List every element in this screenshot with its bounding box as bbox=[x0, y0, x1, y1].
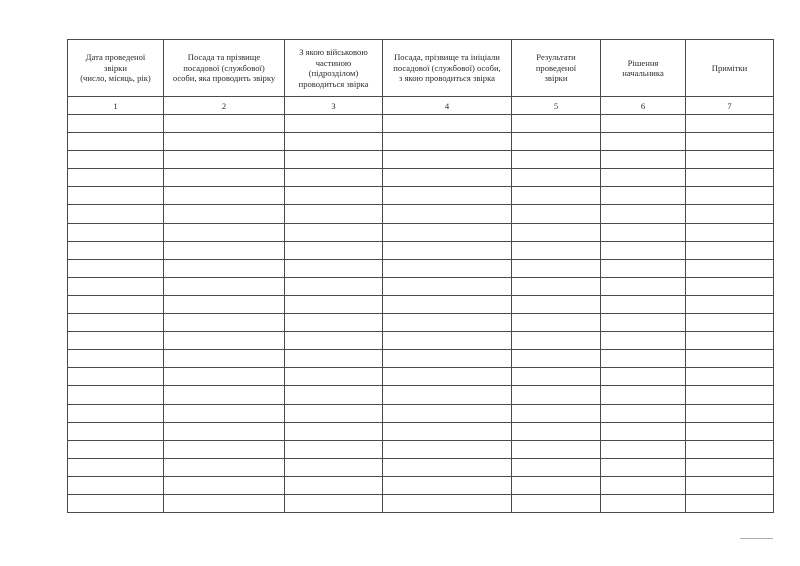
column-number: 6 bbox=[601, 97, 686, 115]
table-cell bbox=[68, 458, 164, 476]
table-row bbox=[68, 494, 774, 512]
table-cell bbox=[512, 295, 601, 313]
table-cell bbox=[383, 115, 512, 133]
table-cell bbox=[68, 350, 164, 368]
table-cell bbox=[68, 368, 164, 386]
table-cell bbox=[383, 386, 512, 404]
column-number: 1 bbox=[68, 97, 164, 115]
table-cell bbox=[601, 422, 686, 440]
table-cell bbox=[512, 350, 601, 368]
col-header-results: Результати проведеної звірки bbox=[512, 40, 601, 97]
table-cell bbox=[601, 440, 686, 458]
table-cell bbox=[686, 151, 774, 169]
table-cell bbox=[285, 368, 383, 386]
table-cell bbox=[164, 422, 285, 440]
table-cell bbox=[164, 187, 285, 205]
table-cell bbox=[512, 223, 601, 241]
table-cell bbox=[383, 241, 512, 259]
col-header-date: Дата проведеної звірки (число, місяць, рік) bbox=[68, 40, 164, 97]
table-cell bbox=[164, 386, 285, 404]
table-cell bbox=[601, 133, 686, 151]
table-cell bbox=[285, 223, 383, 241]
table-cell bbox=[68, 115, 164, 133]
col-header-inspector: Посада та прізвище посадової (службової) особи, яка проводить звірку bbox=[164, 40, 285, 97]
table-cell bbox=[686, 223, 774, 241]
table-cell bbox=[68, 169, 164, 187]
table-row bbox=[68, 350, 774, 368]
table-cell bbox=[383, 476, 512, 494]
table-cell bbox=[285, 350, 383, 368]
table-cell bbox=[383, 458, 512, 476]
table-cell bbox=[512, 422, 601, 440]
table-row bbox=[68, 205, 774, 223]
table-row bbox=[68, 332, 774, 350]
table-cell bbox=[285, 187, 383, 205]
table-cell bbox=[164, 314, 285, 332]
table-row bbox=[68, 476, 774, 494]
table-cell bbox=[686, 404, 774, 422]
table-cell bbox=[68, 314, 164, 332]
table-cell bbox=[164, 458, 285, 476]
table-cell bbox=[164, 151, 285, 169]
table-cell bbox=[601, 386, 686, 404]
table-cell bbox=[68, 440, 164, 458]
table-cell bbox=[512, 259, 601, 277]
table-cell bbox=[686, 314, 774, 332]
table-cell bbox=[512, 151, 601, 169]
table-cell bbox=[601, 115, 686, 133]
table-cell bbox=[601, 458, 686, 476]
table-cell bbox=[383, 205, 512, 223]
table-cell bbox=[285, 494, 383, 512]
reconciliation-table bbox=[67, 39, 774, 513]
table-row bbox=[68, 386, 774, 404]
table-cell bbox=[285, 332, 383, 350]
column-number-row bbox=[68, 97, 774, 115]
table-cell bbox=[512, 314, 601, 332]
table-cell bbox=[164, 277, 285, 295]
header-row bbox=[68, 40, 774, 97]
column-number: 7 bbox=[686, 97, 774, 115]
table-cell bbox=[285, 241, 383, 259]
table-row bbox=[68, 440, 774, 458]
table-cell bbox=[164, 295, 285, 313]
table-cell bbox=[601, 241, 686, 259]
table-cell bbox=[164, 476, 285, 494]
table-cell bbox=[512, 332, 601, 350]
table-cell bbox=[601, 151, 686, 169]
table-row bbox=[68, 458, 774, 476]
table-cell bbox=[383, 169, 512, 187]
table-cell bbox=[164, 440, 285, 458]
table-row bbox=[68, 422, 774, 440]
table-cell bbox=[164, 404, 285, 422]
table-cell bbox=[686, 476, 774, 494]
table-cell bbox=[601, 259, 686, 277]
table-row bbox=[68, 295, 774, 313]
table-cell bbox=[383, 350, 512, 368]
table-cell bbox=[686, 187, 774, 205]
table-cell bbox=[164, 223, 285, 241]
table-cell bbox=[383, 277, 512, 295]
table-cell bbox=[686, 494, 774, 512]
table-row bbox=[68, 259, 774, 277]
table-cell bbox=[68, 277, 164, 295]
table-cell bbox=[601, 187, 686, 205]
table-cell bbox=[164, 332, 285, 350]
table-cell bbox=[285, 404, 383, 422]
table-cell bbox=[383, 295, 512, 313]
table-cell bbox=[383, 151, 512, 169]
table-cell bbox=[68, 133, 164, 151]
table-row bbox=[68, 241, 774, 259]
table-cell bbox=[686, 368, 774, 386]
column-number: 5 bbox=[512, 97, 601, 115]
table-cell bbox=[285, 295, 383, 313]
table-cell bbox=[285, 133, 383, 151]
table-cell bbox=[686, 332, 774, 350]
table-cell bbox=[285, 169, 383, 187]
table-cell bbox=[285, 277, 383, 295]
table-cell bbox=[383, 133, 512, 151]
table-row bbox=[68, 187, 774, 205]
table-cell bbox=[285, 458, 383, 476]
table-cell bbox=[686, 205, 774, 223]
table-cell bbox=[686, 277, 774, 295]
table-cell bbox=[68, 332, 164, 350]
table-cell bbox=[686, 422, 774, 440]
column-number: 2 bbox=[164, 97, 285, 115]
table-row bbox=[68, 133, 774, 151]
table-cell bbox=[686, 295, 774, 313]
table-cell bbox=[285, 476, 383, 494]
table-cell bbox=[164, 169, 285, 187]
table-cell bbox=[686, 458, 774, 476]
table-cell bbox=[68, 187, 164, 205]
table-cell bbox=[512, 133, 601, 151]
table-row bbox=[68, 151, 774, 169]
col-header-counterpart: Посада, прізвище та ініціали посадової (службової) особи, з якою проводиться звірка bbox=[383, 40, 512, 97]
table-cell bbox=[164, 133, 285, 151]
table-cell bbox=[68, 295, 164, 313]
table-cell bbox=[512, 241, 601, 259]
table-cell bbox=[512, 476, 601, 494]
table-cell bbox=[601, 205, 686, 223]
table-cell bbox=[686, 241, 774, 259]
table-row bbox=[68, 223, 774, 241]
table-cell bbox=[512, 277, 601, 295]
table-cell bbox=[164, 494, 285, 512]
table-cell bbox=[512, 386, 601, 404]
table-cell bbox=[164, 205, 285, 223]
table-row bbox=[68, 277, 774, 295]
table-cell bbox=[601, 223, 686, 241]
table-cell bbox=[285, 422, 383, 440]
table-cell bbox=[383, 314, 512, 332]
col-header-decision: Рішення начальника bbox=[601, 40, 686, 97]
table-cell bbox=[68, 241, 164, 259]
table-cell bbox=[512, 169, 601, 187]
table-cell bbox=[383, 494, 512, 512]
table-row bbox=[68, 169, 774, 187]
table-cell bbox=[601, 368, 686, 386]
table-cell bbox=[686, 386, 774, 404]
table-cell bbox=[68, 151, 164, 169]
table-cell bbox=[686, 115, 774, 133]
table-cell bbox=[383, 259, 512, 277]
table-cell bbox=[164, 368, 285, 386]
footer-divider bbox=[740, 538, 773, 539]
table-cell bbox=[512, 368, 601, 386]
table-cell bbox=[601, 169, 686, 187]
table-cell bbox=[164, 259, 285, 277]
table-row bbox=[68, 115, 774, 133]
table-cell bbox=[285, 151, 383, 169]
table-cell bbox=[512, 404, 601, 422]
table-cell bbox=[601, 476, 686, 494]
table-cell bbox=[686, 133, 774, 151]
table-cell bbox=[285, 440, 383, 458]
table-cell bbox=[512, 115, 601, 133]
table-cell bbox=[512, 205, 601, 223]
table-cell bbox=[601, 350, 686, 368]
table-cell bbox=[512, 187, 601, 205]
table-cell bbox=[686, 350, 774, 368]
column-number: 3 bbox=[285, 97, 383, 115]
table-cell bbox=[383, 223, 512, 241]
table-cell bbox=[68, 494, 164, 512]
table-cell bbox=[601, 494, 686, 512]
table-cell bbox=[601, 295, 686, 313]
table-cell bbox=[285, 115, 383, 133]
table-cell bbox=[68, 205, 164, 223]
table-cell bbox=[164, 241, 285, 259]
table-cell bbox=[383, 440, 512, 458]
table-cell bbox=[285, 314, 383, 332]
table-cell bbox=[383, 332, 512, 350]
table-cell bbox=[68, 386, 164, 404]
table-cell bbox=[68, 404, 164, 422]
table-cell bbox=[686, 440, 774, 458]
table-cell bbox=[383, 422, 512, 440]
table-cell bbox=[601, 314, 686, 332]
table-row bbox=[68, 368, 774, 386]
col-header-military-unit: З якою військовою частиною (підрозділом) проводиться звірка bbox=[285, 40, 383, 97]
col-header-notes: Примітки bbox=[686, 40, 774, 97]
table-cell bbox=[686, 169, 774, 187]
table-cell bbox=[512, 440, 601, 458]
table-cell bbox=[68, 259, 164, 277]
table-cell bbox=[383, 187, 512, 205]
table-cell bbox=[68, 476, 164, 494]
table-cell bbox=[68, 223, 164, 241]
column-number: 4 bbox=[383, 97, 512, 115]
table-cell bbox=[686, 259, 774, 277]
table-cell bbox=[68, 422, 164, 440]
table-row bbox=[68, 314, 774, 332]
table-cell bbox=[512, 458, 601, 476]
table-cell bbox=[601, 277, 686, 295]
table-cell bbox=[164, 350, 285, 368]
table-cell bbox=[512, 494, 601, 512]
table-cell bbox=[383, 404, 512, 422]
table-cell bbox=[601, 404, 686, 422]
table-row bbox=[68, 404, 774, 422]
table-cell bbox=[285, 386, 383, 404]
table-cell bbox=[285, 259, 383, 277]
table-cell bbox=[285, 205, 383, 223]
table-cell bbox=[164, 115, 285, 133]
table-cell bbox=[383, 368, 512, 386]
table-cell bbox=[601, 332, 686, 350]
